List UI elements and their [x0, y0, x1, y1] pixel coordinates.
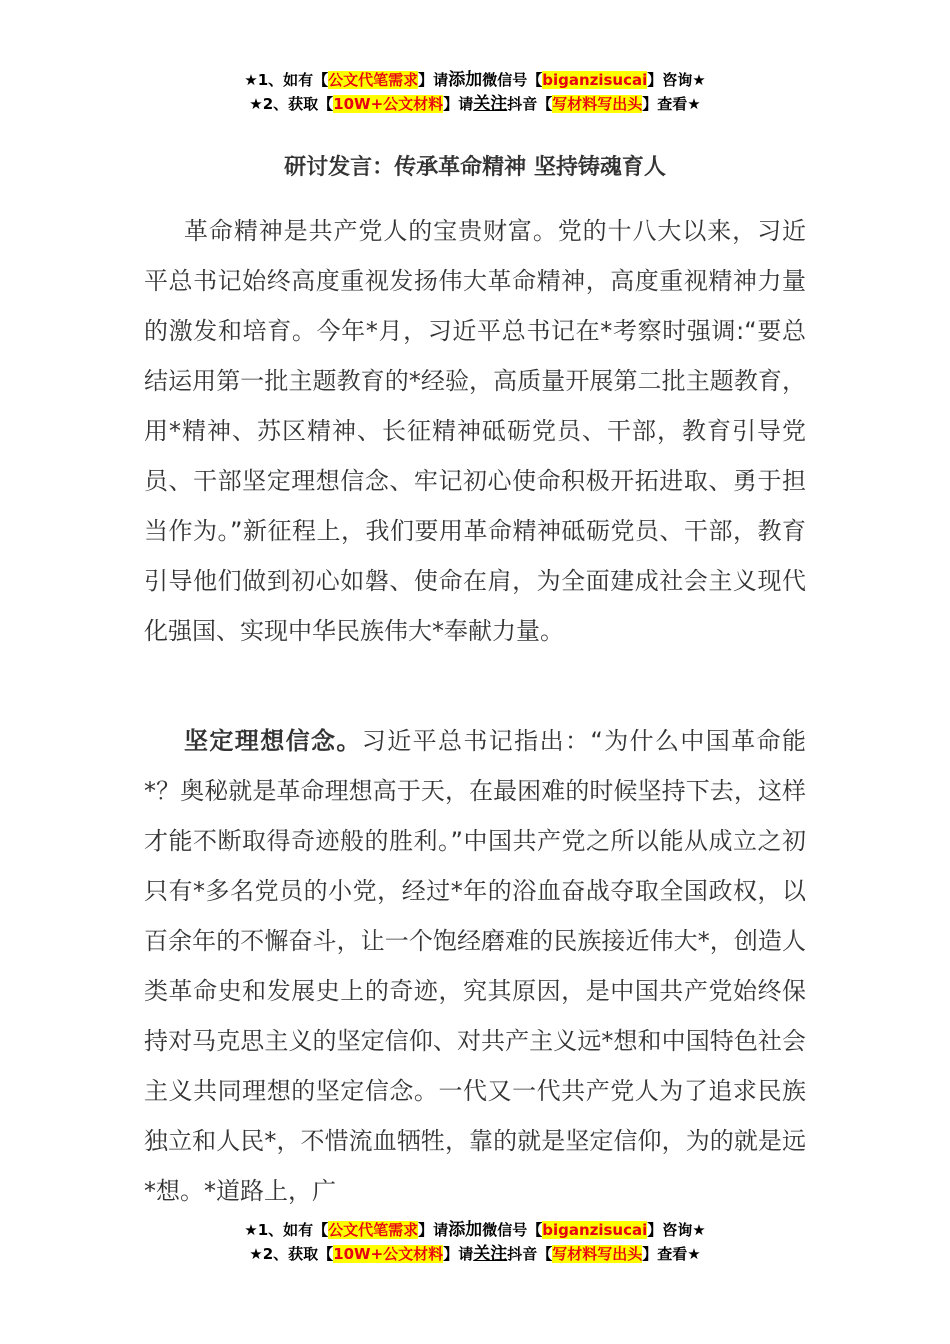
banner-line-2	[0, 1242, 950, 1266]
banner-text: 】查看★	[642, 95, 701, 113]
banner-text: 抖音【	[507, 95, 553, 113]
banner-text: 】请	[418, 1221, 449, 1239]
paragraph-2-container	[144, 716, 806, 1216]
banner-douyin-id: 写材料写出头	[552, 1245, 643, 1263]
banner-emphasis: 关注	[473, 94, 508, 114]
banner-text: 】请	[418, 71, 449, 89]
banner-highlight: 公文代笔需求	[328, 71, 419, 89]
paragraph-2-lead: 坚定理想信念。	[184, 727, 362, 755]
banner-douyin-id: 写材料写出头	[552, 95, 643, 113]
banner-text: ★2、获取【	[249, 95, 334, 113]
banner-text: ★1、如有【	[244, 1221, 329, 1239]
banner-text: 抖音【	[507, 1245, 553, 1263]
banner-text: 】咨询★	[647, 1221, 706, 1239]
banner-text: 微信号【	[482, 71, 543, 89]
banner-text: ★2、获取【	[249, 1245, 334, 1263]
banner-line-1	[0, 1218, 950, 1242]
paragraph-2	[144, 716, 806, 1216]
banner-line-2	[0, 92, 950, 116]
banner-highlight: 10W+公文材料	[333, 95, 444, 113]
banner-text: 微信号【	[482, 1221, 543, 1239]
banner-emphasis: 添加	[448, 70, 483, 90]
footer-banner	[0, 1218, 950, 1266]
paragraph-1: 革命精神是共产党人的宝贵财富。党的十八大以来，习近平总书记始终高度重视发扬伟大革命精神，高度重视精神力量的激发和培育。今年*月，习近平总书记在*考察时强调:“要总结运用第一批主题教育的*经验，高质量开展第二批主题教育，用*精神、苏区精神、长征精神砥砺党员、干部，教育引导党员、干部坚定理想信念、牢记初心使命积极开拓进取、勇于担当作为。”新征程上，我们要用革命精神砥砺党员、干部，教育引导他们做到初心如磐、使命在肩，为全面建成社会主义现代化强国、实现中华民族伟大*奉献力量。	[144, 217, 806, 645]
banner-line-1	[0, 68, 950, 92]
banner-text: 】查看★	[642, 1245, 701, 1263]
header-banner	[0, 68, 950, 116]
banner-wechat-id: biganzisucai	[542, 1221, 648, 1239]
banner-text: 】请	[443, 95, 474, 113]
banner-wechat-id: biganzisucai	[542, 71, 648, 89]
paragraph-1-container	[144, 206, 806, 656]
banner-text: 】请	[443, 1245, 474, 1263]
document-title: 研讨发言：传承革命精神 坚持铸魂育人	[284, 155, 666, 180]
banner-text: ★1、如有【	[244, 71, 329, 89]
banner-highlight: 公文代笔需求	[328, 1221, 419, 1239]
banner-emphasis: 关注	[473, 1244, 508, 1264]
banner-emphasis: 添加	[448, 1220, 483, 1240]
banner-highlight: 10W+公文材料	[333, 1245, 444, 1263]
paragraph-2-text: 习近平总书记指出：“为什么中国革命能*？奥秘就是革命理想高于天，在最困难的时候坚持下去，这样才能不断取得奇迹般的胜利。”中国共产党之所以能从成立之初只有*多名党员的小党，经过*年的浴血奋战夺取全国政权，以百余年的不懈奋斗，让一个饱经磨难的民族接近伟大*，创造人类革命史和发展史上的奇迹，究其原因，是中国共产党始终保持对马克思主义的坚定信仰、对共产主义远*想和中国特色社会主义共同理想的坚定信念。一代又一代共产党人为了追求民族独立和人民*，不惜流血牺牲，靠的就是坚定信仰，为的就是远*想。*道路上，广	[144, 727, 807, 1205]
banner-text: 】咨询★	[647, 71, 706, 89]
